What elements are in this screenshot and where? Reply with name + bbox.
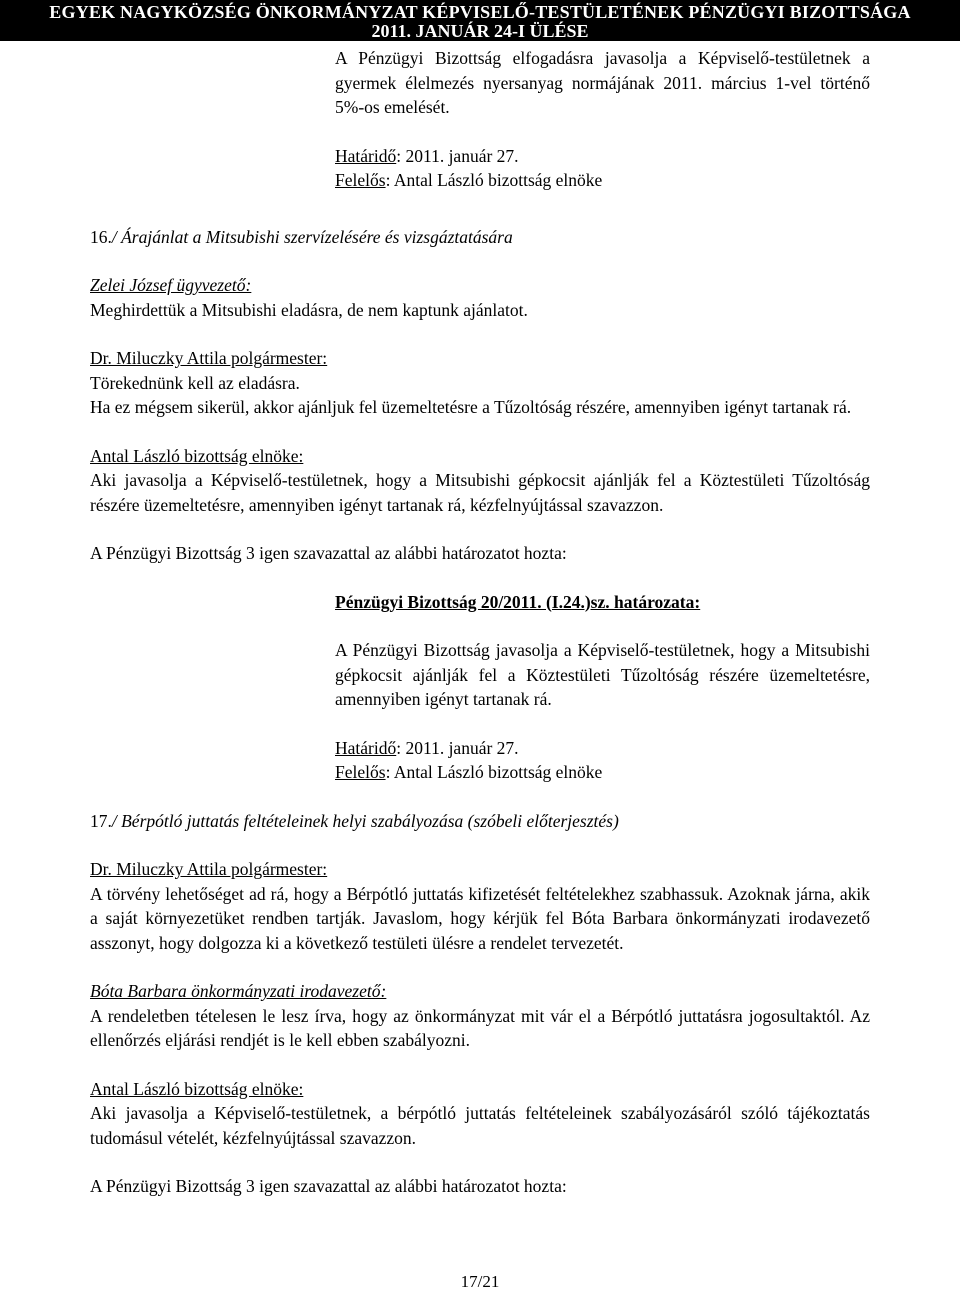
speech-antal: Aki javasolja a Képviselő-testületnek, hogy a Mitsubishi gépkocsit ajánlják fel a Köztestületi Tűzoltóság részére üzemeltetésre, amennyiben igényt tartanak rá, kézfelnyújtással szavazzon. xyxy=(90,470,870,515)
speaker-zelei: Zelei József ügyvezető: xyxy=(90,275,252,295)
deadline-value: : 2011. január 27. xyxy=(396,737,519,758)
vote-statement: A Pénzügyi Bizottság 3 igen szavazattal az alábbi határozatot hozta: xyxy=(90,543,567,563)
speech-bota: A rendeletben tételesen le lesz írva, hogy az önkormányzat mit vár el a Bérpótló juttatásra jogosultaktól. Az ellenőrzés eljárási rendjét is le kell ebben szabályozni. xyxy=(90,1005,870,1050)
speech-antal: Aki javasolja a Képviselő-testületnek, a bérpótló juttatás feltételeinek szabályozásáról szóló tájékoztatás tudomásul vételét, kézfelnyújtással szavazzon. xyxy=(90,1103,870,1148)
speech-miluczky-2: Ha ez mégsem sikerül, akkor ajánljuk fel üzemeltetésre a Tűzoltóság részére, amennyiben igényt tartanak rá. xyxy=(90,397,852,417)
page-header xyxy=(0,0,960,41)
item-number: 17. xyxy=(90,810,112,831)
deadline-label: Határidő xyxy=(335,737,397,758)
item-number: 16. xyxy=(90,226,112,247)
speech-zelei: Meghirdettük a Mitsubishi eladásra, de nem kaptunk ajánlatot. xyxy=(90,299,528,320)
responsible-label: Felelős xyxy=(335,170,386,190)
deadline-value: : 2011. január 27. xyxy=(396,145,519,166)
agenda-item-17-title xyxy=(90,809,870,834)
header-subtitle: 2011. JANUÁR 24-I ÜLÉSE xyxy=(371,21,589,41)
item-title: / Árajánlat a Mitsubishi szervízelésére és vizsgáztatására xyxy=(111,226,513,247)
header-title: EGYEK NAGYKÖZSÉG ÖNKORMÁNYZAT KÉPVISELŐ-TESTÜLETÉNEK PÉNZÜGYI BIZOTTSÁGA xyxy=(49,2,911,22)
speaker-miluczky: Dr. Miluczky Attila polgármester: xyxy=(90,348,328,368)
resolution-text: A Pénzügyi Bizottság javasolja a Képviselő-testületnek, hogy a Mitsubishi gépkocsit ajánlják fel a Köztestületi Tűzoltóság részére üzemeltetésre, amennyiben igényt tartanak rá. xyxy=(335,640,870,709)
vote-statement: A Pénzügyi Bizottság 3 igen szavazattal az alábbi határozatot hozta: xyxy=(90,1176,567,1196)
resolution-deadline xyxy=(335,736,870,761)
speech-miluczky-1: Törekednünk kell az eladásra. xyxy=(90,372,300,393)
document-body xyxy=(90,46,870,1199)
deadline-label: Határidő xyxy=(335,145,397,166)
speaker-antal: Antal László bizottság elnöke: xyxy=(90,1078,304,1099)
resolution-responsible xyxy=(335,760,870,785)
responsible-value: : Antal László bizottság elnöke xyxy=(385,170,603,190)
agenda-item-16-title xyxy=(90,225,870,250)
prior-responsible xyxy=(335,168,870,193)
resolution-title: Pénzügyi Bizottság 20/2011. (I.24.)sz. határozata: xyxy=(335,591,701,612)
speech-miluczky: A törvény lehetőséget ad rá, hogy a Bérpótló juttatás kifizetését feltételekhez szabhassuk. Azoknak járna, akik a saját környezetüket rendben tartják. Javaslom, hogy kérjük fel Bóta Barbara önkormányzati irodavezető asszonyt, hogy dolgozza ki a következő testületi ülésre a rendelet tervezetét. xyxy=(90,883,870,953)
prior-deadline xyxy=(335,144,870,169)
item-title: / Bérpótló juttatás feltételeinek helyi szabályozása (szóbeli előterjesztés) xyxy=(111,810,619,831)
speaker-antal: Antal László bizottság elnöke: xyxy=(90,445,304,466)
speaker-miluczky: Dr. Miluczky Attila polgármester: xyxy=(90,859,328,879)
speaker-bota: Bóta Barbara önkormányzati irodavezető: xyxy=(90,981,387,1001)
responsible-label: Felelős xyxy=(335,762,386,782)
page-number: 17/21 xyxy=(460,1272,500,1291)
responsible-value: : Antal László bizottság elnöke xyxy=(385,762,603,782)
prior-resolution-text: A Pénzügyi Bizottság elfogadásra javasolja a Képviselő-testületnek a gyermek élelmezés nyersanyag normájának 2011. március 1-vel történő 5%-os emelését. xyxy=(335,48,870,117)
